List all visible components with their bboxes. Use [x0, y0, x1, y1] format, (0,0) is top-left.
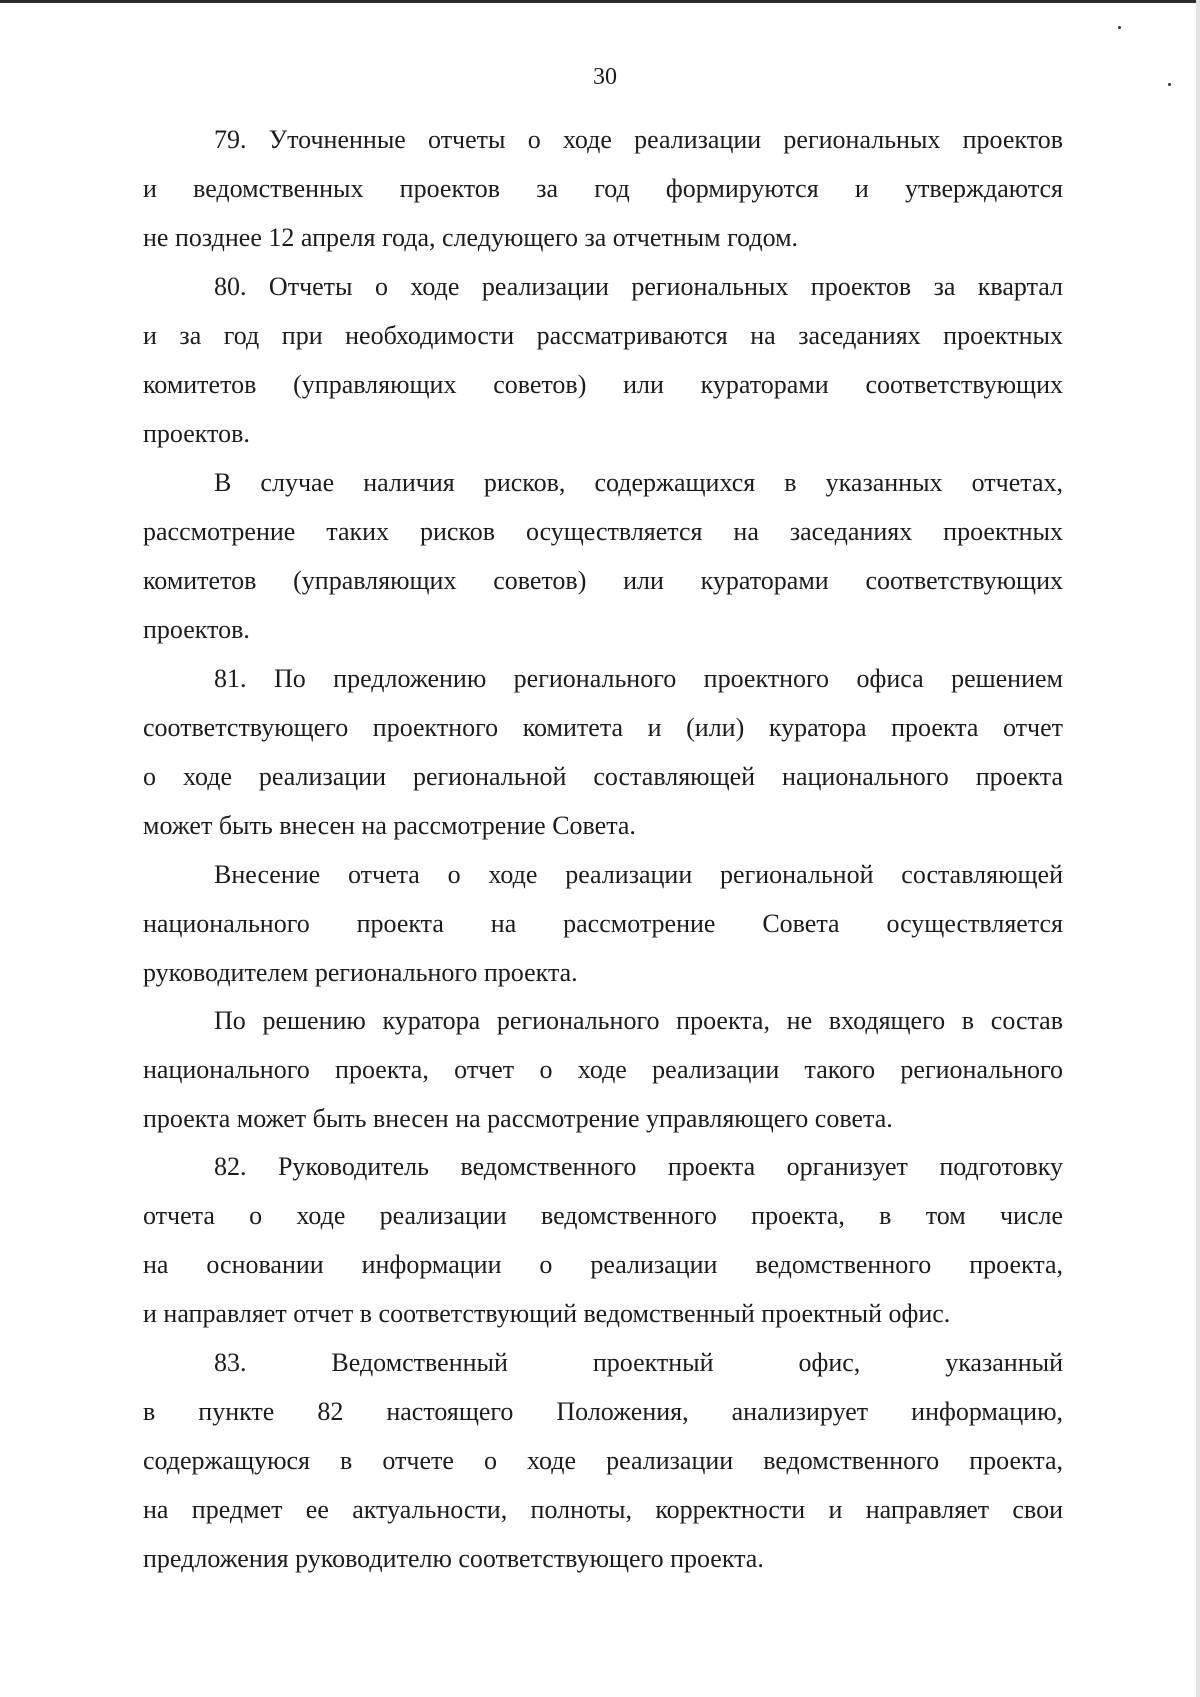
text-line: национального проекта, отчет о ходе реализации такого регионального: [143, 1055, 1063, 1084]
paragraph-79: [143, 115, 1063, 262]
text-line: 80. Отчеты о ходе реализации региональных проектов за квартал: [214, 272, 1063, 301]
text-line: 83. Ведомственный проектный офис, указанный: [214, 1348, 1063, 1377]
text-line: рассмотрение таких рисков осуществляется на заседаниях проектных: [143, 517, 1063, 546]
text-line: проекта может быть внесен на рассмотрение управляющего совета.: [143, 1104, 893, 1133]
paragraph-81-submission: [143, 850, 1063, 997]
text-line: Внесение отчета о ходе реализации региональной составляющей: [214, 860, 1063, 889]
text-line: По решению куратора регионального проекта, не входящего в состав: [214, 1006, 1063, 1035]
page-number: 30: [593, 64, 617, 90]
text-line: содержащуюся в отчете о ходе реализации ведомственного проекта,: [143, 1446, 1063, 1475]
scan-top-edge: [0, 0, 1200, 3]
text-line: 79. Уточненные отчеты о ходе реализации региональных проектов: [214, 125, 1063, 154]
text-line: В случае наличия рисков, содержащихся в указанных отчетах,: [214, 468, 1063, 497]
text-line: не позднее 12 апреля года, следующего за отчетным годом.: [143, 223, 799, 252]
text-line: 81. По предложению регионального проектного офиса решением: [214, 664, 1063, 693]
text-line: может быть внесен на рассмотрение Совета.: [143, 811, 636, 840]
paragraph-82: [143, 1142, 1063, 1338]
text-line: о ходе реализации региональной составляющей национального проекта: [143, 762, 1063, 791]
text-line: и направляет отчет в соответствующий ведомственный проектный офис.: [143, 1299, 951, 1328]
paragraph-80: [143, 262, 1063, 458]
text-line: 82. Руководитель ведомственного проекта организует подготовку: [214, 1152, 1063, 1181]
text-line: на предмет ее актуальности, полноты, корректности и направляет свои: [143, 1495, 1063, 1524]
text-line: отчета о ходе реализации ведомственного проекта, в том числе: [143, 1201, 1063, 1230]
text-line: на основании информации о реализации ведомственного проекта,: [143, 1250, 1063, 1279]
text-line: предложения руководителю соответствующего проекта.: [143, 1544, 764, 1573]
text-line: и за год при необходимости рассматриваются на заседаниях проектных: [143, 321, 1063, 350]
text-line: и ведомственных проектов за год формируются и утверждаются: [143, 174, 1063, 203]
scan-speck: [1118, 26, 1121, 29]
paragraph-81: [143, 654, 1063, 850]
text-line: руководителем регионального проекта.: [143, 958, 578, 987]
paragraph-80-risks: [143, 458, 1063, 654]
paragraph-83: [143, 1338, 1063, 1583]
paragraph-81-curator: [143, 996, 1063, 1143]
text-line: комитетов (управляющих советов) или кураторами соответствующих: [143, 566, 1063, 595]
text-line: соответствующего проектного комитета и (или) куратора проекта отчет: [143, 713, 1063, 742]
scan-right-edge: [1196, 0, 1200, 1697]
text-line: проектов.: [143, 419, 250, 448]
text-line: комитетов (управляющих советов) или кураторами соответствующих: [143, 370, 1063, 399]
text-line: проектов.: [143, 615, 250, 644]
text-line: в пункте 82 настоящего Положения, анализирует информацию,: [143, 1397, 1063, 1426]
text-line: национального проекта на рассмотрение Совета осуществляется: [143, 909, 1063, 938]
